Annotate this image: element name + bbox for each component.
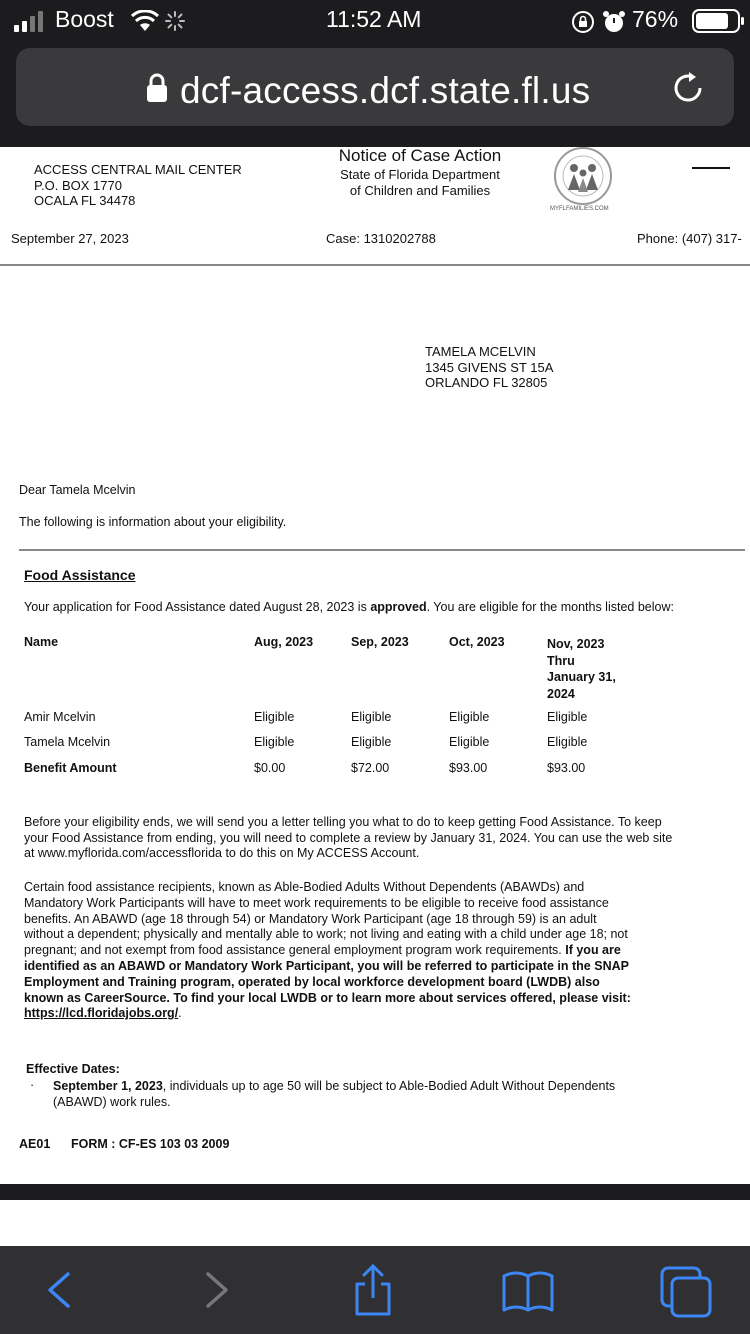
lock-rotation-icon	[571, 10, 595, 34]
column-header-line: Thru	[547, 653, 575, 668]
column-header-sep: Sep, 2023	[351, 635, 409, 649]
column-header-oct: Oct, 2023	[449, 635, 505, 649]
reload-icon[interactable]	[670, 70, 706, 106]
paragraph-line: Mandatory Work Participants will have to meet work requirements to be eligible to receive food assistance	[24, 895, 609, 910]
form-label: FORM : CF-ES 103 03 2009	[71, 1137, 230, 1151]
paragraph-line	[24, 943, 739, 959]
application-text-post: . You are eligible for the months listed below:	[426, 600, 674, 614]
paragraph-line	[24, 1006, 739, 1022]
share-icon[interactable]	[345, 1262, 401, 1318]
mail-center-line: OCALA FL 34478	[34, 193, 136, 208]
column-header-aug: Aug, 2023	[254, 635, 314, 649]
column-header-line: Nov, 2023	[547, 637, 605, 651]
notice-title: Notice of Case Action	[338, 146, 502, 165]
greeting: Dear Tamela Mcelvin	[19, 483, 136, 497]
column-header-name: Name	[24, 635, 59, 649]
dcf-logo	[548, 146, 618, 216]
cell-value: Eligible	[449, 710, 490, 724]
cell-value: Eligible	[254, 710, 295, 724]
carrier-label: Boost	[55, 6, 114, 32]
paragraph-line: without a dependent; physically and mentally able to work; not living and eating with a child under age 18; not	[24, 927, 628, 942]
mail-center-line: P.O. BOX 1770	[34, 177, 122, 193]
header-divider	[0, 264, 750, 266]
paragraph-line: Before your eligibility ends, we will send you a letter telling you what to do to keep getting Food Assistance. To keep	[24, 815, 662, 829]
tabs-icon[interactable]	[658, 1262, 714, 1318]
review-paragraph	[24, 815, 739, 862]
cell-value: Eligible	[351, 735, 392, 749]
paragraph-bold-line: identified as an ABAWD or Mandatory Work Participant, you will be referred to participate in the SNAP	[24, 958, 629, 973]
effective-text: (ABAWD) work rules.	[53, 1094, 171, 1109]
form-code: AE01	[19, 1137, 51, 1151]
battery-percent: 76%	[632, 6, 679, 32]
paragraph-line: at www.myflorida.com/accessflorida to do this on My ACCESS Account.	[24, 846, 420, 860]
intro-text: The following is information about your eligibility.	[19, 515, 287, 529]
alarm-icon	[601, 9, 627, 35]
cell-value: $93.00	[547, 761, 586, 775]
menu-dash[interactable]	[692, 167, 730, 169]
paragraph-bold-text: If you are	[565, 943, 621, 958]
application-status-text	[24, 600, 674, 614]
cell-value: Eligible	[547, 710, 588, 724]
cell-value: Eligible	[449, 735, 490, 749]
back-icon[interactable]	[30, 1262, 86, 1318]
effective-text: , individuals up to age 50 will be subject to Able-Bodied Adult Without Dependents	[162, 1079, 616, 1093]
department-name	[290, 167, 550, 198]
recipient-line: TAMELA MCELVIN	[425, 344, 536, 359]
column-header-nov	[547, 636, 616, 702]
column-header-line: 2024	[547, 686, 575, 701]
effective-dates-item	[53, 1079, 615, 1110]
food-assistance-heading: Food Assistance	[24, 567, 136, 583]
paragraph-line: Certain food assistance recipients, known as Able-Bodied Adults Without Dependents (ABAWDs) and	[24, 880, 585, 894]
application-status: approved	[370, 600, 427, 614]
loading-icon	[164, 10, 186, 32]
cell-value: Eligible	[547, 735, 588, 749]
bookmarks-icon[interactable]	[500, 1262, 556, 1318]
row-name: Amir Mcelvin	[24, 710, 96, 724]
notice-date: September 27, 2023	[11, 231, 129, 246]
column-header-line: January 31,	[547, 670, 616, 684]
cell-value: $93.00	[449, 761, 488, 775]
paragraph-text: pregnant; and not exempt from food assistance general employment program work requirements.	[24, 943, 566, 958]
cell-value: Eligible	[254, 735, 295, 749]
recipient-line: 1345 GIVENS ST 15A	[425, 359, 554, 375]
logo-caption: MYFLFAMILIES.COM	[550, 206, 609, 212]
cell-value: $72.00	[351, 761, 390, 775]
cell-value: Eligible	[351, 710, 392, 724]
cell-value: $0.00	[254, 761, 286, 775]
notice-header	[290, 146, 550, 198]
paragraph-line: benefits. An ABAWD (age 18 through 54) or Mandatory Work Participant (age 18 through 59) is an adult	[24, 911, 597, 926]
paragraph-bold-line: Employment and Training program, operated by local workforce development board (LWDB) also	[24, 974, 600, 989]
abawd-paragraph	[24, 880, 739, 1022]
signal-icon	[14, 10, 48, 32]
url-text[interactable]: dcf-access.dcf.state.fl.us	[180, 70, 591, 111]
recipient-line: ORLANDO FL 32805	[425, 375, 548, 390]
recipient-address	[425, 344, 553, 391]
phone-number: Phone: (407) 317-	[637, 231, 742, 246]
effective-date: September 1, 2023	[53, 1079, 163, 1093]
clock-label: 11:52 AM	[326, 6, 422, 32]
application-text-pre: Your application for Food Assistance dated August 28, 2023 is	[24, 600, 371, 614]
department-line: State of Florida Department	[340, 167, 500, 182]
forward-icon[interactable]	[190, 1262, 246, 1318]
department-line: of Children and Families	[349, 182, 491, 198]
effective-dates-heading: Effective Dates:	[26, 1062, 120, 1076]
padlock-icon	[145, 72, 169, 104]
mail-center-address	[34, 162, 242, 209]
bullet: ·	[30, 1078, 35, 1092]
row-name: Tamela Mcelvin	[24, 735, 111, 749]
row-name: Benefit Amount	[24, 761, 117, 775]
wifi-icon	[130, 10, 160, 32]
battery-icon	[692, 8, 746, 34]
section-divider	[19, 549, 745, 551]
paragraph-bold-line: known as CareerSource. To find your local LWDB or to learn more about services offered, please visit:	[24, 990, 631, 1005]
mail-center-line: ACCESS CENTRAL MAIL CENTER	[34, 162, 242, 177]
paragraph-text: .	[178, 1006, 182, 1021]
paragraph-line: your Food Assistance from ending, you will need to complete a review by January 31, 2024. You can use the web site	[24, 830, 673, 845]
page-separator	[0, 1184, 750, 1200]
case-number: Case: 1310202788	[326, 231, 436, 246]
careersource-link[interactable]: https://lcd.floridajobs.org/	[24, 1006, 179, 1021]
